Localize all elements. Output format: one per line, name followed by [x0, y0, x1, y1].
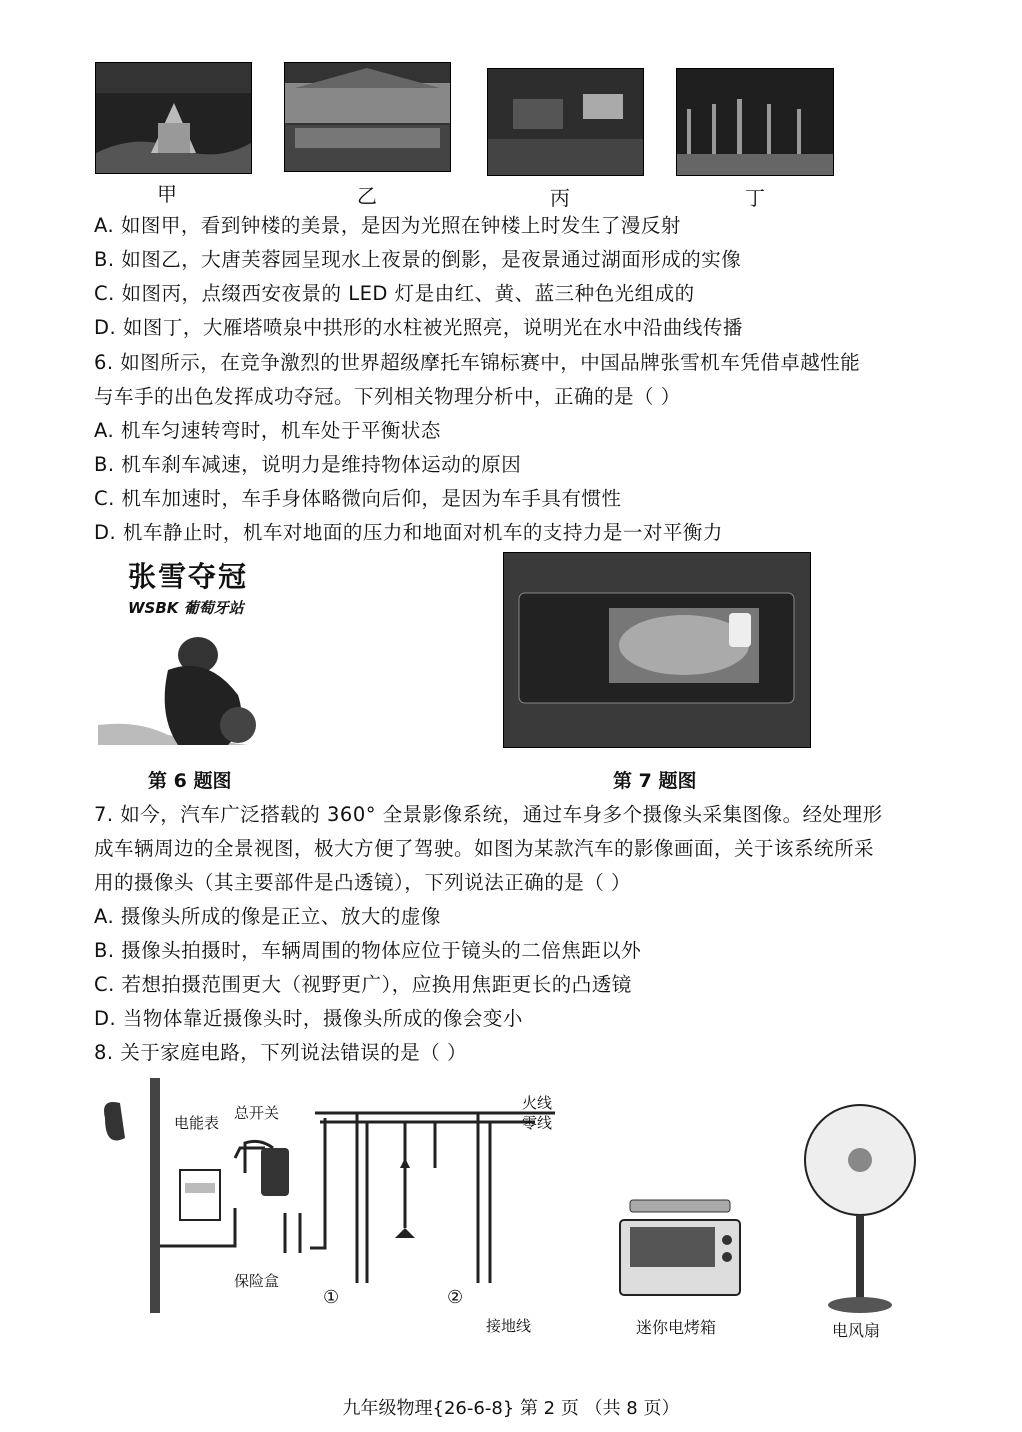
mini-oven-icon: [615, 1195, 745, 1305]
meter-label: 电能表: [174, 1114, 220, 1132]
fig6-headline: 张雪夺冠: [128, 560, 249, 593]
caption-ding: 丁: [745, 186, 765, 210]
page-footer: 九年级物理{26-6-8} 第 2 页 （共 8 页）: [342, 1398, 680, 1419]
motorcycle-rider-icon: [98, 615, 258, 750]
q6-option-c: C. 机车加速时，车手身体略微向后仰，是因为车手具有惯性: [94, 487, 622, 510]
q6-stem-line2: 与车手的出色发挥成功夺冠。下列相关物理分析中，正确的是（ ）: [94, 385, 681, 408]
neutral-wire-label: 零线: [522, 1114, 553, 1132]
q5-option-a: A. 如图甲，看到钟楼的美景，是因为光照在钟楼上时发生了漫反射: [94, 214, 681, 237]
q7-option-b: B. 摄像头拍摄时，车辆周围的物体应位于镜头的二倍焦距以外: [94, 939, 642, 962]
q5-option-b: B. 如图乙，大唐芙蓉园呈现水上夜景的倒影，是夜景通过湖面形成的实像: [94, 248, 742, 271]
q6-stem-line1: 6. 如图所示，在竞争激烈的世界超级摩托车锦标赛中，中国品牌张雪机车凭借卓越性能: [94, 351, 861, 374]
household-circuit-diagram: [95, 1078, 565, 1313]
fig6-subline: WSBK 葡萄牙站: [128, 599, 244, 617]
q6-option-d: D. 机车静止时，机车对地面的压力和地面对机车的支持力是一对平衡力: [94, 521, 723, 544]
caption-yi: 乙: [357, 184, 377, 208]
caption-jia: 甲: [157, 182, 177, 206]
q5-option-d: D. 如图丁，大雁塔喷泉中拱形的水柱被光照亮，说明光在水中沿曲线传播: [94, 316, 743, 339]
ground-wire-label: 接地线: [486, 1317, 532, 1335]
q7-option-d: D. 当物体靠近摄像头时，摄像头所成的像会变小: [94, 1007, 523, 1030]
fuse-box-label: 保险盒: [234, 1272, 280, 1290]
q7-stem-line2: 成车辆周边的全景视图，极大方便了驾驶。如图为某款汽车的影像画面，关于该系统所采: [94, 837, 875, 860]
oven-label: 迷你电烤箱: [636, 1318, 717, 1337]
photo-jia-clock-tower: [95, 62, 252, 174]
live-wire-label: 火线: [522, 1094, 553, 1112]
fig7-caption: 第 7 题图: [613, 770, 697, 792]
fig6-caption: 第 6 题图: [148, 770, 232, 792]
circuit-marker-1: ①: [323, 1287, 340, 1308]
q7-stem-line3: 用的摄像头（其主要部件是凸透镜），下列说法正确的是（ ）: [94, 871, 631, 894]
caption-bing: 丙: [550, 186, 570, 210]
photo-yi-furong-garden: [284, 62, 451, 172]
fan-label: 电风扇: [832, 1321, 881, 1340]
q7-option-a: A. 摄像头所成的像是正立、放大的虚像: [94, 905, 441, 928]
fig7-camera-display-image: [503, 552, 811, 748]
q6-option-b: B. 机车刹车减速，说明力是维持物体运动的原因: [94, 453, 522, 476]
q8-stem: 8. 关于家庭电路，下列说法错误的是（ ）: [94, 1041, 468, 1064]
q7-stem-line1: 7. 如今，汽车广泛搭载的 360° 全景影像系统，通过车身多个摄像头采集图像。经处理形: [94, 803, 883, 826]
circuit-marker-2: ②: [447, 1287, 464, 1308]
main-switch-label: 总开关: [234, 1104, 280, 1122]
photo-bing-led-night: [487, 68, 644, 176]
q5-option-c: C. 如图丙，点缀西安夜景的 LED 灯是由红、黄、蓝三种色光组成的: [94, 282, 695, 305]
photo-ding-fountain: [676, 68, 834, 176]
q7-option-c: C. 若想拍摄范围更大（视野更广），应换用焦距更长的凸透镜: [94, 973, 632, 996]
q6-option-a: A. 机车匀速转弯时，机车处于平衡状态: [94, 419, 441, 442]
fig6-motorcycle-image: [98, 555, 258, 750]
electric-fan-icon: [800, 1100, 920, 1315]
